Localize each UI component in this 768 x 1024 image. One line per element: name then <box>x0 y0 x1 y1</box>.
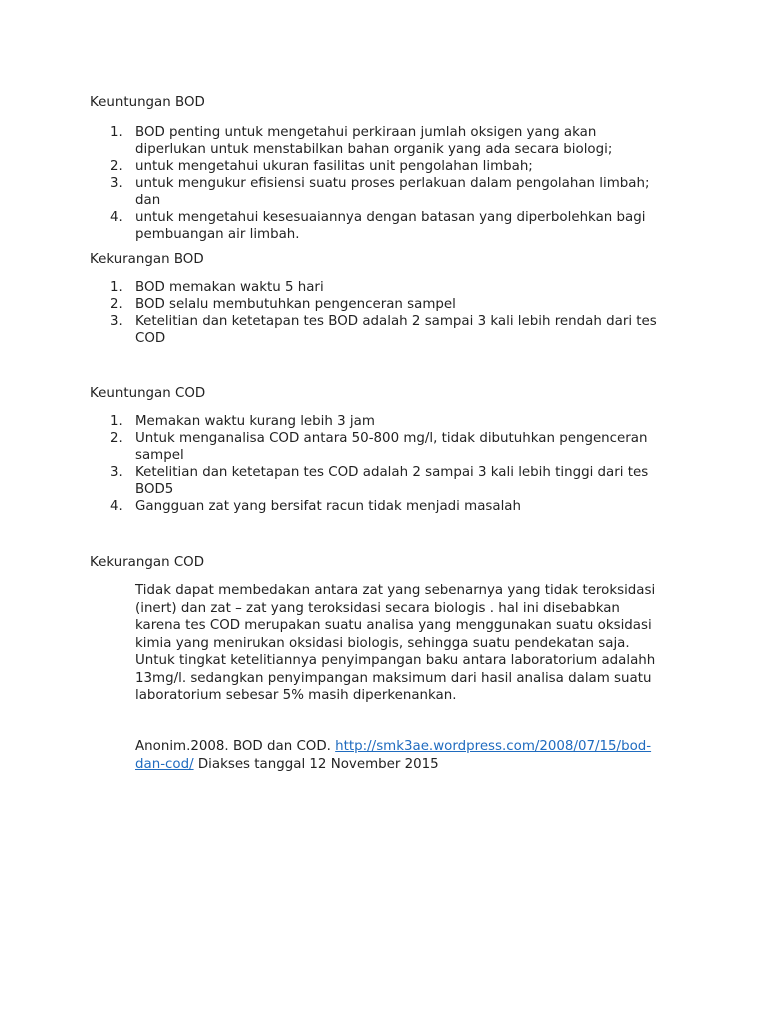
reference-line-1 <box>135 738 651 756</box>
reference-line-2 <box>135 756 651 774</box>
list-text: pembuangan air limbah. <box>135 227 300 242</box>
list-item <box>90 413 648 430</box>
list-text: BOD memakan waktu 5 hari <box>135 280 324 295</box>
reference <box>90 738 651 773</box>
numbered-list <box>90 124 649 243</box>
list-number: 3. <box>110 176 123 191</box>
list-text: Untuk menganalisa COD antara 50-800 mg/l, tidak dibutuhkan pengenceran <box>135 431 648 446</box>
numbered-list <box>90 279 657 347</box>
list-text: Memakan waktu kurang lebih 3 jam <box>135 414 375 429</box>
paragraph-line: karena tes COD merupakan suatu analisa yang menggunakan suatu oksidasi <box>135 618 652 633</box>
list-number: 3. <box>110 314 123 329</box>
list-number: 4. <box>110 499 123 514</box>
list-text: untuk mengetahui kesesuaiannya dengan batasan yang diperbolehkan bagi <box>135 210 646 225</box>
list-text: dan <box>135 193 161 208</box>
section-heading: Keuntungan BOD <box>90 95 205 110</box>
list-number: 2. <box>110 297 123 312</box>
list-text: Ketelitian dan ketetapan tes COD adalah 2 sampai 3 kali lebih tinggi dari tes <box>135 465 649 480</box>
section-heading: Keuntungan COD <box>90 386 206 401</box>
list-number: 1. <box>110 125 123 140</box>
list-item <box>90 209 649 243</box>
section-keuntungan-cod <box>90 385 648 515</box>
paragraph-line: kimia yang menirukan oksidasi biologis, sehingga suatu pendekatan saja. <box>135 635 630 651</box>
list-text: Gangguan zat yang bersifat racun tidak menjadi masalah <box>135 499 521 514</box>
section-keuntungan-bod <box>90 94 649 243</box>
reference-suffix: Diakses tanggal 12 November 2015 <box>193 756 439 772</box>
section-kekurangan-cod <box>90 554 655 705</box>
section-heading: Kekurangan BOD <box>90 252 204 267</box>
list-item <box>90 279 657 296</box>
paragraph-line: 13mg/l. sedangkan penyimpangan maksimum dari hasil analisa dalam suatu <box>135 670 652 686</box>
list-item <box>90 464 648 498</box>
numbered-list <box>90 413 648 515</box>
list-item <box>90 158 649 175</box>
list-text: untuk mengetahui ukuran fasilitas unit pengolahan limbah; <box>135 159 533 174</box>
list-number: 3. <box>110 465 123 480</box>
list-text: diperlukan untuk menstabilkan bahan organik yang ada secara biologi; <box>135 142 613 157</box>
list-text: BOD selalu membutuhkan pengenceran sampel <box>135 297 456 312</box>
list-number: 2. <box>110 159 123 174</box>
paragraph-line: laboratorium sebesar 5% masih diperkenankan. <box>135 688 457 703</box>
section-heading: Kekurangan COD <box>90 555 205 570</box>
list-text: BOD5 <box>135 482 174 497</box>
list-item <box>90 175 649 209</box>
list-item <box>90 430 648 464</box>
list-item <box>90 498 648 515</box>
list-number: 2. <box>110 431 123 446</box>
list-item <box>90 313 657 347</box>
list-text: Ketelitian dan ketetapan tes BOD adalah 2 sampai 3 kali lebih rendah dari tes <box>135 314 657 329</box>
reference-link[interactable]: http://smk3ae.wordpress.com/2008/07/15/bod- <box>335 739 652 754</box>
paragraph-line: (inert) dan zat – zat yang teroksidasi secara biologis . hal ini disebabkan <box>135 600 620 616</box>
list-text: sampel <box>135 448 184 463</box>
paragraph-line: Untuk tingkat ketelitiannya penyimpangan baku antara laboratorium adalahh <box>135 653 656 668</box>
paragraph-line: Tidak dapat membedakan antara zat yang sebenarnya yang tidak teroksidasi <box>135 583 656 598</box>
paragraph <box>90 582 655 705</box>
list-number: 1. <box>110 414 123 429</box>
reference-link-continued[interactable]: dan-cod/ <box>135 756 194 772</box>
section-kekurangan-bod <box>90 251 657 347</box>
list-text: COD <box>135 331 166 346</box>
list-number: 4. <box>110 210 123 225</box>
list-number: 1. <box>110 280 123 295</box>
list-item <box>90 296 657 313</box>
list-item <box>90 124 649 158</box>
list-text: untuk mengukur efisiensi suatu proses perlakuan dalam pengolahan limbah; <box>135 176 650 191</box>
reference-prefix: Anonim.2008. BOD dan COD. <box>135 739 336 754</box>
list-text: BOD penting untuk mengetahui perkiraan jumlah oksigen yang akan <box>135 125 597 140</box>
